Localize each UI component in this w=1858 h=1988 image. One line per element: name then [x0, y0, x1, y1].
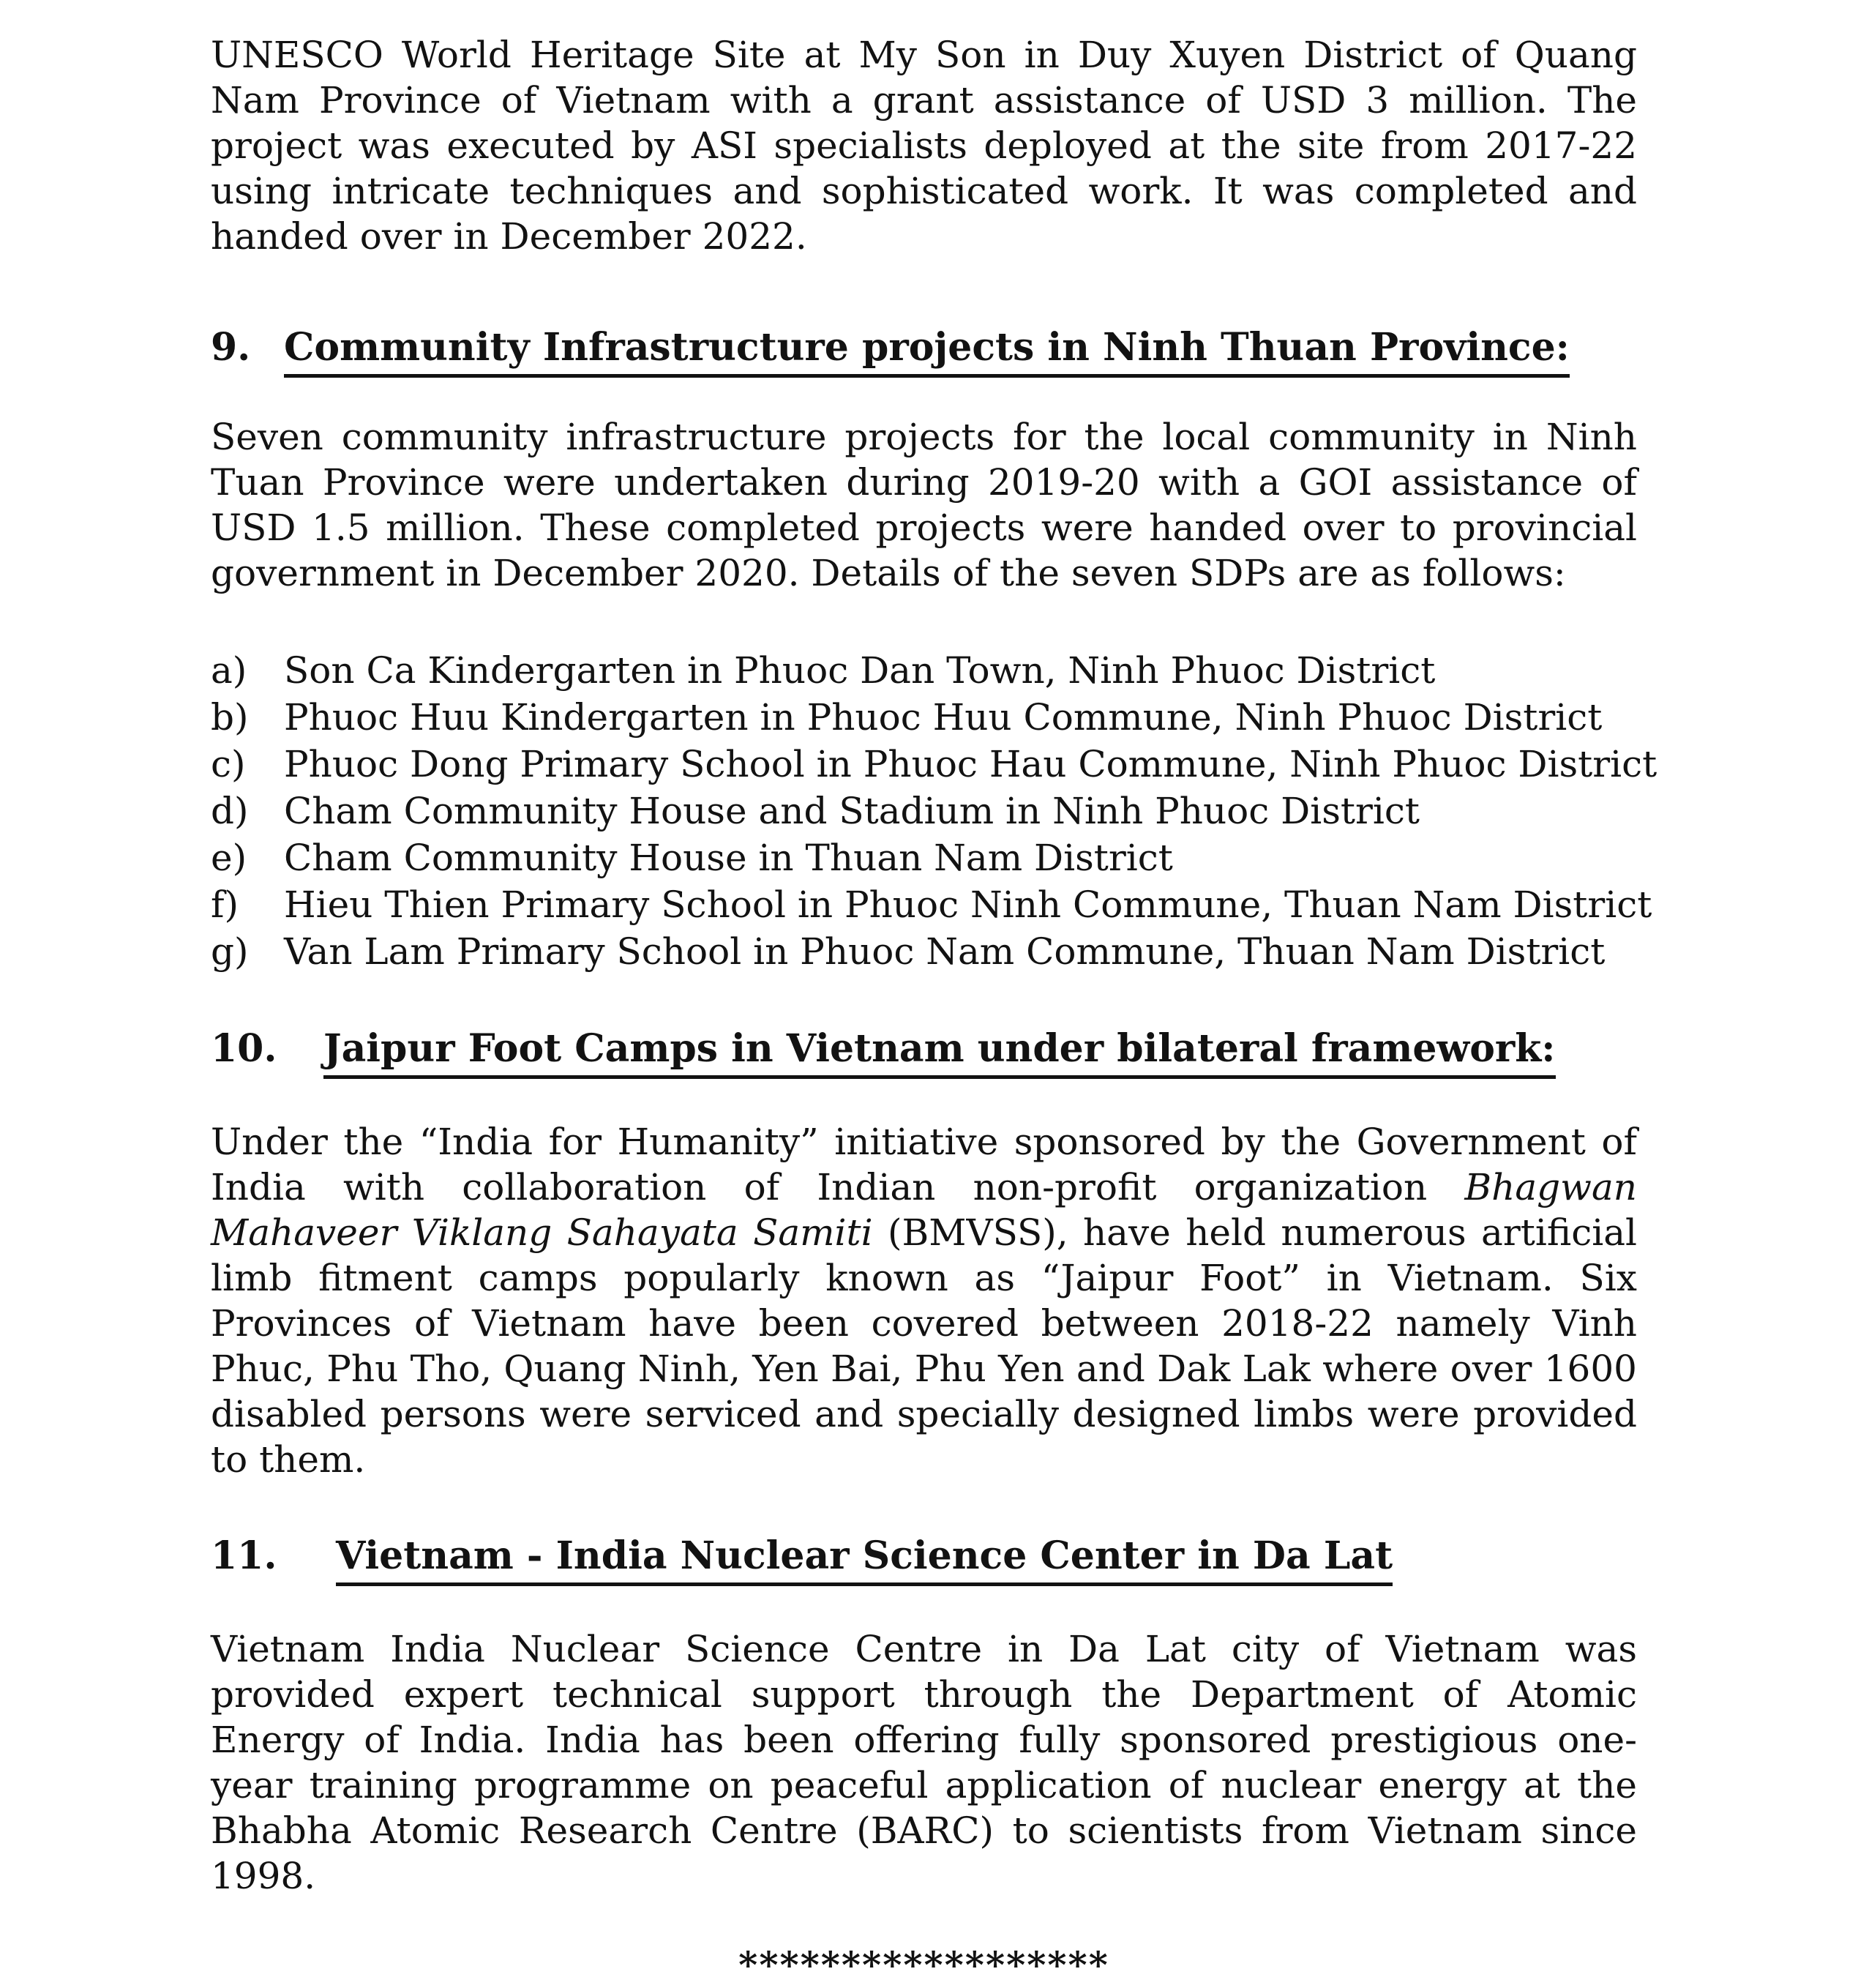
list-item — [211, 741, 1657, 788]
section-11-number: 11. — [211, 1533, 277, 1578]
asterisk-separator: ****************** — [738, 1943, 1109, 1987]
section-11-heading — [211, 1533, 1637, 1586]
list-item-marker: a) — [211, 649, 247, 692]
list-item-text: Van Lam Primary School in Phuoc Nam Commune, Thuan Nam District — [284, 930, 1606, 973]
section-10-number: 10. — [211, 1026, 277, 1071]
section-10-heading — [211, 1026, 1637, 1079]
list-item-marker: d) — [211, 790, 249, 832]
section-10-body-text: (BMVSS), have held numerous artificial limb fitment camps popularly known as “Jaipur Foot” in Vietnam. Six Provinces of Vietnam have been covered between 2018-22 namely Vinh Phuc, Phu Tho, Quang Ninh, Yen Bai, Phu Yen and Dak Lak where over 1600 disabled persons were serviced and specially designed limbs were provided to them. — [211, 1211, 1637, 1481]
list-item — [211, 694, 1637, 741]
section-10-body — [211, 1119, 1637, 1482]
section-11-title: Vietnam - India Nuclear Science Center in Da Lat — [336, 1533, 1393, 1586]
list-item-text: Phuoc Dong Primary School in Phuoc Hau Commune, Ninh Phuoc District — [284, 743, 1657, 785]
list-item — [211, 788, 1637, 834]
organization-name-italic: Bhagwan Mahaveer Viklang Sahayata Samiti — [211, 1166, 1637, 1254]
section-9-body: Seven community infrastructure projects for the local community in Ninh Tuan Province were undertaken during 2019-20 with a GOI assistance of USD 1.5 million. These completed projects were handed over to provincial government in December 2020. Details of the seven SDPs are as follows: — [211, 416, 1637, 594]
list-item-text: Son Ca Kindergarten in Phuoc Dan Town, Ninh Phuoc District — [284, 649, 1436, 692]
list-item — [211, 881, 1652, 928]
list-item-marker: e) — [211, 837, 247, 879]
section-9-number: 9. — [211, 325, 251, 370]
list-item — [211, 928, 1637, 975]
list-item-text: Cham Community House and Stadium in Ninh Phuoc District — [284, 790, 1420, 832]
list-item-text: Phuoc Huu Kindergarten in Phuoc Huu Commune, Ninh Phuoc District — [284, 696, 1603, 739]
list-item-marker: f) — [211, 883, 239, 926]
list-item-text: Cham Community House in Thuan Nam District — [284, 837, 1173, 879]
section-9-heading — [211, 325, 1637, 378]
list-item-text: Hieu Thien Primary School in Phuoc Ninh Commune, Thuan Nam District — [284, 883, 1652, 926]
intro-paragraph: UNESCO World Heritage Site at My Son in Duy Xuyen District of Quang Nam Province of Vietnam with a grant assistance of USD 3 million. The project was executed by ASI specialists deployed at the site from 2017-22 using intricate techniques and sophisticated work. It was completed and handed over in December 2022. — [211, 34, 1637, 258]
list-item-marker: c) — [211, 743, 246, 785]
section-11-body: Vietnam India Nuclear Science Centre in Da Lat city of Vietnam was provided expert technical support through the Department of Atomic Energy of India. India has been offering fully sponsored prestigious one-year training programme on peaceful application of nuclear energy at the Bhabha Atomic Research Centre (BARC) to scientists from Vietnam since 1998. — [211, 1628, 1637, 1897]
list-item-marker: b) — [211, 696, 249, 739]
sdp-list — [211, 647, 1657, 975]
section-10-body-text: Under the “India for Humanity” initiative sponsored by the Government of India with collaboration of Indian non-profit organization — [211, 1121, 1637, 1208]
list-item — [211, 647, 1637, 694]
list-item — [211, 834, 1637, 881]
list-item-marker: g) — [211, 930, 249, 973]
section-9-title: Community Infrastructure projects in Ninh Thuan Province: — [284, 325, 1570, 378]
section-10-title: Jaipur Foot Camps in Vietnam under bilateral framework: — [323, 1026, 1556, 1079]
